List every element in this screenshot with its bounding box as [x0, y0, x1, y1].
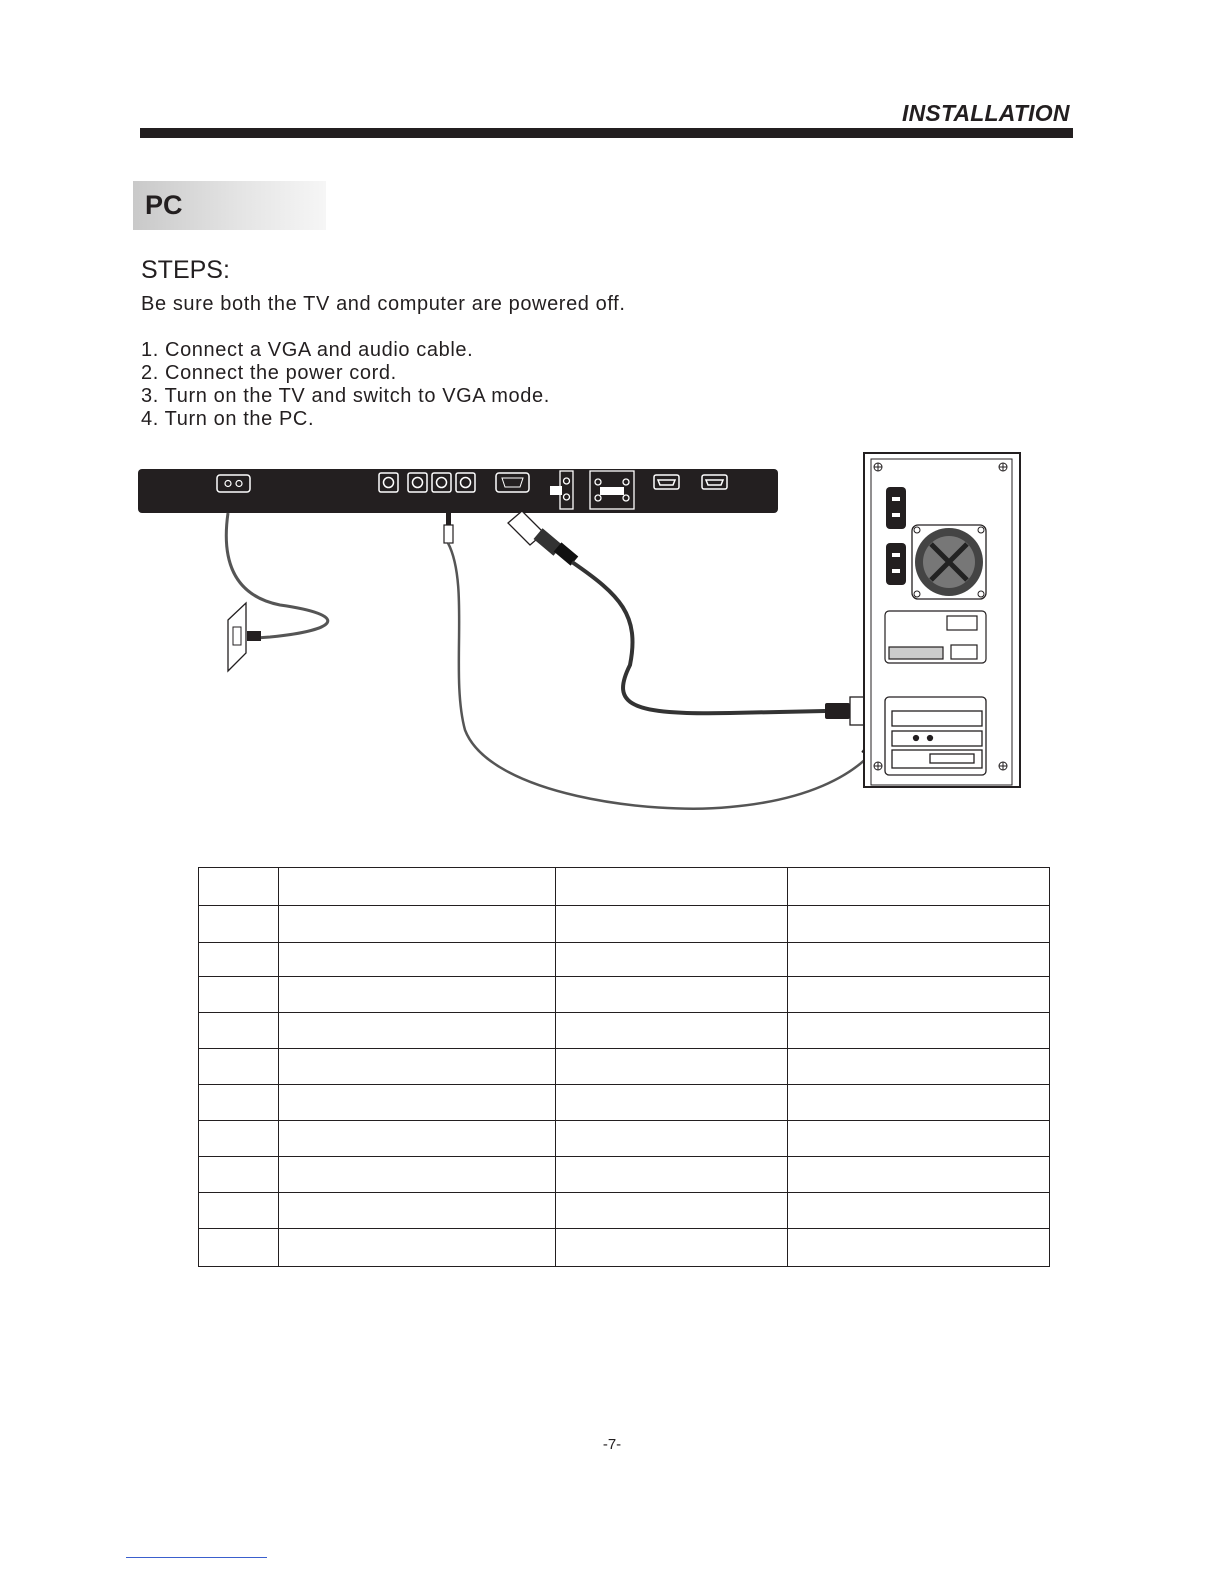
section-title: PC: [145, 190, 183, 220]
table-cell: [556, 1013, 788, 1049]
table-cell: [556, 1121, 788, 1157]
section-header: INSTALLATION: [902, 100, 1070, 126]
table-cell: [788, 977, 1050, 1013]
connection-diagram: [130, 445, 1030, 825]
table-row: [199, 1085, 1050, 1121]
table-cell: [556, 943, 788, 977]
header-rule: [140, 128, 1073, 138]
table-cell: [556, 906, 788, 943]
step-item: 3. Turn on the TV and switch to VGA mode.: [141, 385, 550, 407]
table-cell: [279, 1193, 556, 1229]
table-cell: [556, 977, 788, 1013]
table-cell: [279, 943, 556, 977]
table-cell: [788, 1049, 1050, 1085]
table-row: [199, 1049, 1050, 1085]
table-row: [199, 868, 1050, 906]
spec-table-body: [199, 868, 1050, 1267]
footer-link-line: [126, 1557, 267, 1558]
table-row: [199, 1121, 1050, 1157]
table-cell: [199, 1229, 279, 1267]
table-cell: [199, 906, 279, 943]
table-cell: [199, 977, 279, 1013]
audio-cable: [448, 543, 870, 809]
table-cell: [788, 1229, 1050, 1267]
table-cell: [556, 1157, 788, 1193]
table-cell: [788, 1157, 1050, 1193]
table-cell: [199, 1121, 279, 1157]
table-cell: [199, 1013, 279, 1049]
table-row: [199, 1229, 1050, 1267]
step-item: 2. Connect the power cord.: [141, 362, 397, 384]
tv-rear-panel: [138, 469, 778, 513]
page-number: -7-: [602, 1436, 622, 1453]
table-cell: [788, 906, 1050, 943]
audio-plug-icon: [444, 513, 453, 543]
table-row: [199, 906, 1050, 943]
steps-heading: STEPS:: [141, 256, 230, 284]
fan-icon: [912, 525, 986, 599]
table-cell: [279, 1121, 556, 1157]
table-cell: [279, 1157, 556, 1193]
table-cell: [279, 906, 556, 943]
intro-text: Be sure both the TV and computer are powered off.: [141, 293, 626, 315]
table-cell: [199, 1085, 279, 1121]
table-cell: [199, 1157, 279, 1193]
table-cell: [788, 868, 1050, 906]
table-cell: [199, 943, 279, 977]
table-row: [199, 1157, 1050, 1193]
section-title-box: [133, 181, 326, 230]
table-cell: [199, 868, 279, 906]
vga-cable: [572, 562, 825, 713]
table-cell: [788, 1085, 1050, 1121]
table-cell: [788, 1013, 1050, 1049]
steps-list: [141, 339, 550, 431]
table-cell: [788, 943, 1050, 977]
table-cell: [279, 1229, 556, 1267]
table-row: [199, 1013, 1050, 1049]
table-row: [199, 1193, 1050, 1229]
pc-tower: [864, 453, 1020, 787]
table-row: [199, 977, 1050, 1013]
table-cell: [556, 1049, 788, 1085]
table-cell: [279, 977, 556, 1013]
table-cell: [199, 1193, 279, 1229]
table-cell: [556, 1229, 788, 1267]
table-cell: [279, 1049, 556, 1085]
spec-table: [198, 867, 1050, 1267]
table-cell: [199, 1049, 279, 1085]
table-cell: [279, 1085, 556, 1121]
step-item: 1. Connect a VGA and audio cable.: [141, 339, 474, 361]
table-cell: [556, 1085, 788, 1121]
table-cell: [556, 1193, 788, 1229]
wall-outlet-icon: [228, 603, 261, 671]
table-cell: [788, 1121, 1050, 1157]
table-cell: [279, 868, 556, 906]
vga-connector-icon: [508, 511, 578, 566]
table-cell: [556, 868, 788, 906]
table-row: [199, 943, 1050, 977]
step-item: 4. Turn on the PC.: [141, 408, 315, 430]
table-cell: [788, 1193, 1050, 1229]
table-cell: [279, 1013, 556, 1049]
